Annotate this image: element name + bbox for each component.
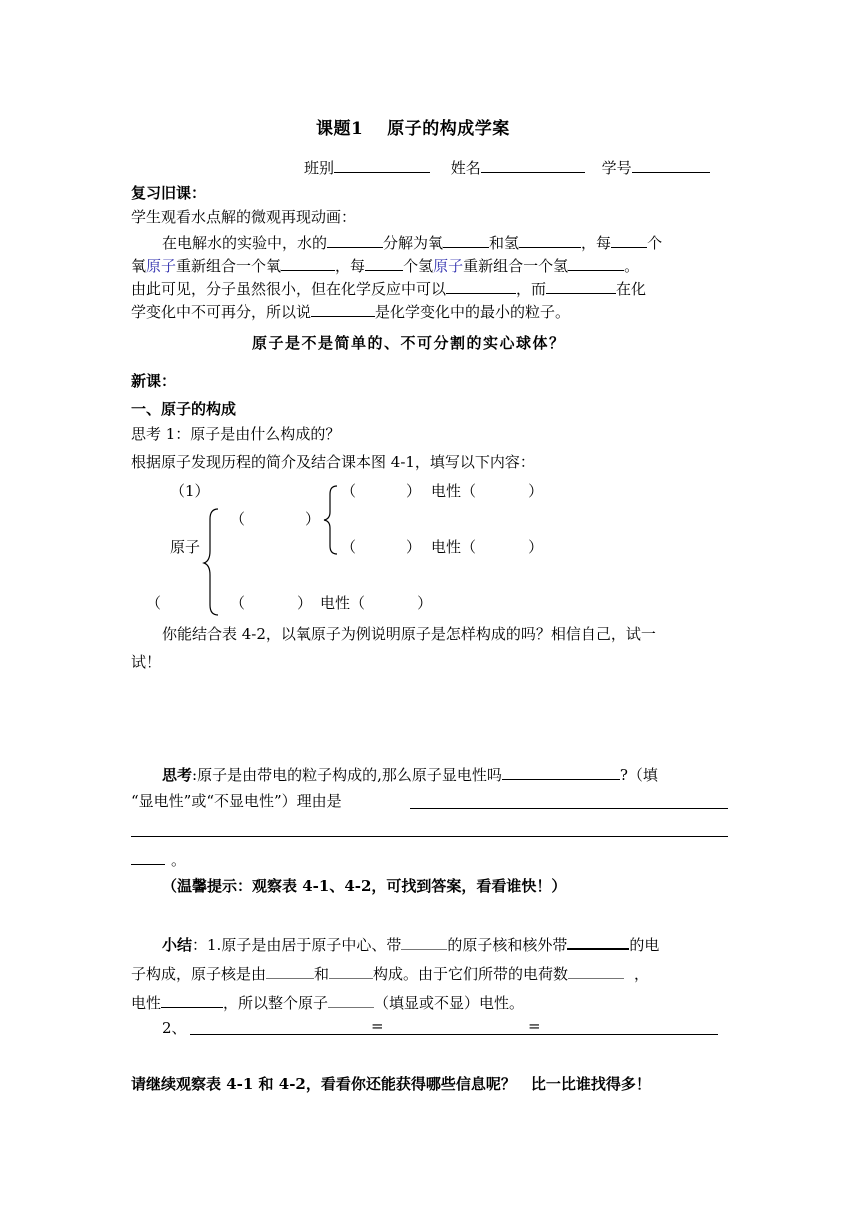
review-heading: 复习旧课： [131, 184, 207, 202]
diagram-left-paren: （ [146, 594, 162, 612]
new-lesson-heading: 新课： [131, 372, 177, 390]
name-field[interactable] [481, 156, 585, 173]
review-line-2: 氧原子重新组合一个氧 ，每 个氢原子重新组合一个氢 。 [131, 254, 639, 276]
think-2-line-2: “显电性”或“不显电性”）理由是 [131, 792, 342, 810]
blank[interactable] [568, 254, 624, 271]
page-title: 课题1 原子的构成学案 [316, 119, 510, 139]
review-line-4: 学变化中不可再分，所以说 是化学变化中的最小的粒子。 [131, 300, 570, 322]
diagram-label-1: （1） [170, 482, 210, 500]
blank[interactable] [266, 962, 314, 979]
diagram-root: 原子 [170, 538, 201, 556]
blank[interactable] [281, 254, 335, 271]
id-label: 学号 [601, 159, 632, 177]
reason-line-3[interactable] [131, 848, 165, 865]
equals-sign-2: = [528, 1017, 541, 1035]
brace-large [204, 507, 224, 617]
think-2-line-1: 思考:原子是由带电的粒子构成的,那么原子显电性吗 ?（填 [162, 763, 658, 785]
blank[interactable] [311, 300, 375, 317]
blank[interactable] [546, 277, 616, 294]
instruction: 根据原子发现历程的简介及结合课本图 4-1，填写以下内容： [131, 453, 535, 471]
blank[interactable] [443, 231, 489, 248]
oxygen-question-line-1: 你能结合表 4-2，以氧原子为例说明原子是怎样构成的吗？相信自己，试一 [162, 625, 656, 643]
equals-sign-1: = [371, 1017, 384, 1035]
diagram-branch-nucleus: （ ） [230, 510, 321, 528]
final-prompt: 请继续观察表 4-1 和 4-2，看看你还能获得哪些信息呢？ 比一比谁找得多！ [131, 1075, 651, 1093]
summary-line-1: 小结：1.原子是由居于原子中心、带 的原子核和核外带 的电 [162, 932, 659, 955]
blank[interactable] [328, 991, 374, 1008]
name-label: 姓名 [450, 159, 481, 177]
question-heading: 原子是不是简单的、不可分割的实心球体？ [252, 334, 566, 352]
summary-line-3: 电性 ，所以整个原子 （填显或不显）电性。 [131, 991, 524, 1013]
review-intro: 学生观看水点解的微观再现动画： [131, 208, 357, 226]
reason-line-1[interactable] [410, 808, 728, 809]
brace-small [323, 484, 343, 556]
blank[interactable] [329, 962, 373, 979]
id-field[interactable] [632, 156, 710, 173]
review-line-3: 由此可见，分子虽然很小，但在化学反应中可以 ，而 在化 [131, 277, 646, 299]
think-2-line-3: 。 [131, 848, 186, 870]
section-heading: 一、原子的构成 [131, 400, 237, 418]
blank[interactable] [611, 231, 647, 248]
blank[interactable] [401, 933, 447, 950]
summary-line-2: 子构成，原子核是由 和 构成。由于它们所带的电荷数 ， [131, 962, 649, 984]
blank[interactable] [446, 277, 516, 294]
blank[interactable] [365, 254, 403, 271]
diagram-branch-top: （ ） 电性（ ） [341, 482, 544, 500]
tip: （温馨提示：观察表 4-1、4-2，可找到答案，看看谁快！） [162, 877, 567, 895]
blank[interactable] [567, 932, 629, 950]
diagram-branch-middle: （ ） 电性（ ） [341, 538, 544, 556]
blank[interactable] [161, 991, 223, 1008]
blank[interactable] [327, 231, 383, 248]
think-1: 思考 1：原子是由什么构成的？ [131, 425, 341, 443]
student-info-row [304, 156, 710, 178]
class-label: 班别 [304, 159, 335, 177]
summary-item-2: 2、 [162, 1019, 187, 1037]
blank[interactable] [568, 962, 624, 979]
class-field[interactable] [334, 156, 430, 173]
review-line-1: 在电解水的实验中，水的 分解为氧 和氢 ，每 个 [162, 231, 662, 253]
oxygen-question-line-2: 试！ [131, 653, 162, 671]
blank[interactable] [519, 231, 581, 248]
answer-field[interactable] [502, 763, 620, 780]
diagram-branch-bottom: （ ） 电性（ ） [230, 594, 433, 612]
equation-line[interactable] [190, 1034, 718, 1035]
reason-line-2[interactable] [131, 836, 728, 837]
